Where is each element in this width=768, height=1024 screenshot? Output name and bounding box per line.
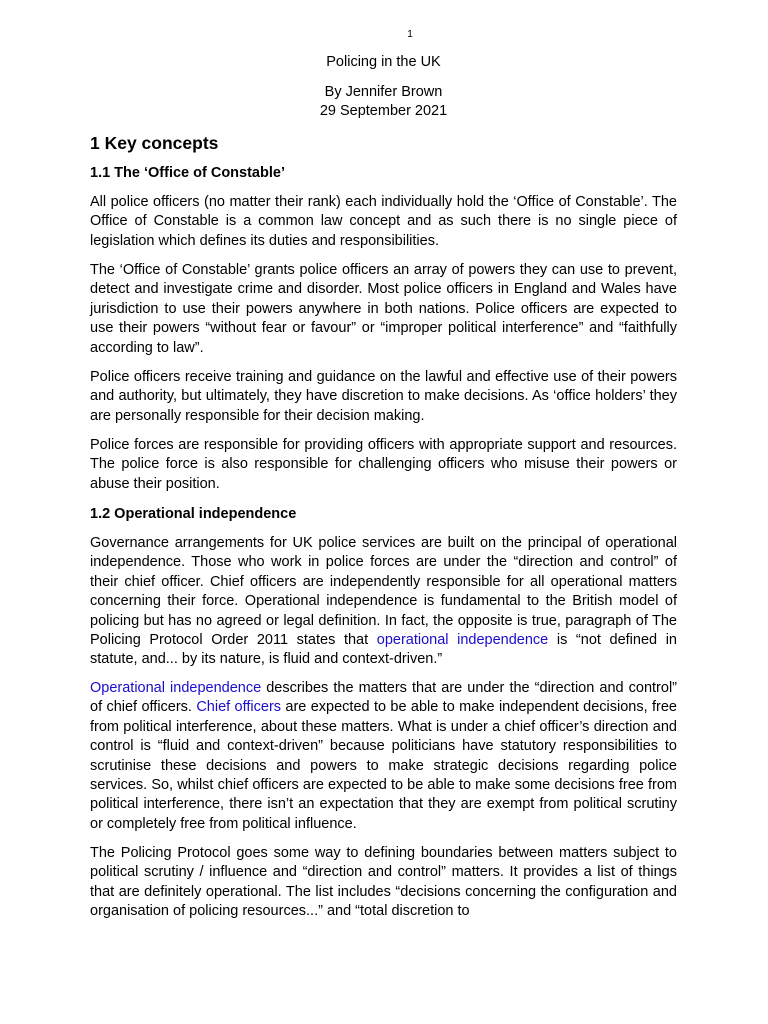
paragraph-operational-3: The Policing Protocol goes some way to defining boundaries between matters subject to political scrutiny / influence and “direction and control” matters. It provides a list of things that are definitely operational. The list includes “decisions concerning the configuration and organisation of policing resources...” and “total discretion to <box>90 845 677 920</box>
operational-independence-link[interactable]: Operational independence <box>90 680 262 696</box>
document-title: Policing in the UK <box>326 54 441 70</box>
paragraph-office-4: Police forces are responsible for providing officers with appropriate support and resources. The police force is also responsible for challenging officers who misuse their powers or abuse their position. <box>90 437 677 492</box>
paragraph-text: describes the matters that are under the “direction and control” of chief officers. <box>90 680 678 716</box>
section-heading-key-concepts: 1 Key concepts <box>90 133 219 153</box>
subsection-heading-office-of-constable: 1.1 The ‘Office of Constable’ <box>90 165 285 181</box>
paragraph-operational-1 <box>90 534 677 670</box>
document-author: By Jennifer Brown <box>324 84 443 100</box>
paragraph-text: are expected to be able to make independent decisions, free from political interference, about these matters. What is under a chief officer’s direction and control is “fluid and context-driven” because politicians have statutory responsibilities to scrutinise these decisions and powers to make strategic decisions regarding police services. So, whilst chief officers are expected to be able to make some decisions free from political interference, there isn’t an expectation that they are exempt from political scrutiny or completely free from political influence. <box>90 699 677 832</box>
page-number: 1 <box>407 29 413 40</box>
paragraph-text: Governance arrangements for UK police services are built on the principal of operational independence. Those who work in police forces are under the “direction and control” of their chief officer. Chief officers are independently responsible for all operational matters concerning their force. Operational independence is fundamental to the British model of policing but has no agreed or legal definition. In fact, the opposite is true, paragraph of The Policing Protocol Order 2011 states that <box>90 535 677 649</box>
paragraph-office-3: Police officers receive training and guidance on the lawful and effective use of their powers and authority, but ultimately, they have discretion to make decisions. As ‘office holders’ they are personally responsible for their decision making. <box>90 369 677 424</box>
document-date: 29 September 2021 <box>319 103 448 119</box>
paragraph-text: is “not defined in statute, and... by its nature, is fluid and context-driven.” <box>90 632 677 668</box>
operational-independence-link[interactable]: operational independence <box>376 632 549 649</box>
paragraph-office-1: All police officers (no matter their rank) each individually hold the ‘Office of Constable’. The Office of Constable is a common law concept and as such there is no single piece of legislation which defines its duties and responsibilities. <box>90 194 677 249</box>
subsection-heading-operational-independence: 1.2 Operational independence <box>90 506 297 522</box>
chief-officers-link[interactable]: Chief officers <box>196 699 282 716</box>
paragraph-operational-2 <box>90 679 677 834</box>
paragraph-office-2: The ‘Office of Constable’ grants police officers an array of powers they can use to prevent, detect and investigate crime and disorder. Most police officers in England and Wales have jurisdiction to use their powers anywhere in both nations. Police officers are expected to use their powers “without fear or favour” or “improper political interference” and “faithfully according to law”. <box>90 262 677 356</box>
